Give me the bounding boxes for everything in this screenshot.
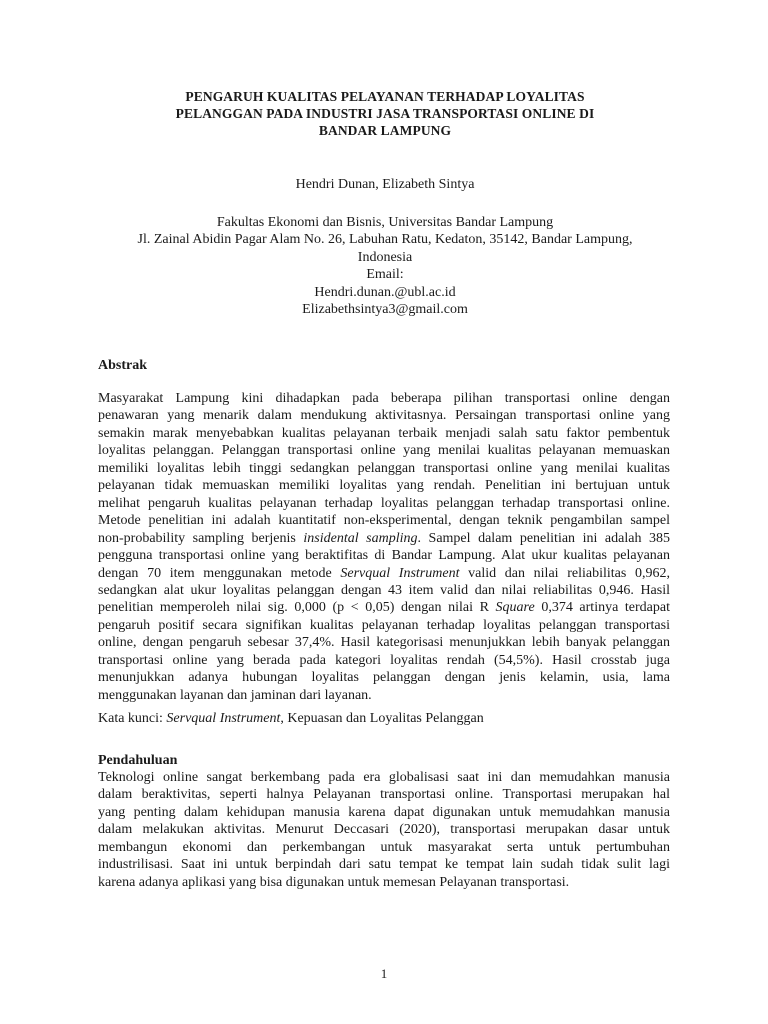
keywords <box>98 710 484 727</box>
abstract-line-text-end: . Sampel dalam penelitian ini adalah 385 <box>417 530 670 546</box>
abstract-line <box>98 425 670 442</box>
abstract-line-text: penawaran yang menarik dalam mendukung aktivitasnya. Persaingan transportasi online yang <box>98 408 670 424</box>
abstract-line <box>98 634 670 651</box>
abstract-line <box>98 599 670 616</box>
abstract-line-italic: Servqual Instrument <box>340 565 460 581</box>
abstract-line-text: melihat pengaruh kualitas pelayanan terhadap loyalitas pelanggan terhadap transportasi online. <box>98 495 670 511</box>
abstract-line <box>98 547 670 564</box>
introduction-line: membangun ekonomi dan perkembangan untuk masyarakat serta untuk pertumbuhan <box>98 839 670 855</box>
abstract-line-text: transportasi online yang berada pada kategori loyalitas rendah (54,5%). Hasil crosstab juga <box>98 652 670 668</box>
abstract-line <box>98 442 670 459</box>
abstract-line <box>98 460 670 477</box>
abstract-body <box>98 390 670 704</box>
authors: Hendri Dunan, Elizabeth Sintya <box>295 177 475 192</box>
abstract-line <box>98 390 670 407</box>
introduction-line: dalam beraktivitas, seperti halnya Pelayanan transportasi online. Transportasi merupakan hal <box>98 787 670 803</box>
abstract-line-text: non-probability sampling berjenis <box>98 530 304 546</box>
introduction-heading: Pendahuluan <box>98 753 178 768</box>
paper-title <box>100 88 670 139</box>
abstract-line-text-end: 0,374 artinya terdapat <box>534 600 670 616</box>
abstract-line <box>98 495 670 512</box>
abstract-line-italic: Square <box>495 600 535 616</box>
abstract-line <box>98 565 670 582</box>
affiliation-country: Indonesia <box>357 249 413 265</box>
abstract-line <box>98 669 670 686</box>
abstract-line <box>98 582 670 599</box>
abstract-line-text: pelayanan tidak memuaskan memiliki loyalitas yang rendah. Penelitian ini bertujuan untuk <box>98 478 670 494</box>
introduction-line: yang penting dalam kehidupan manusia karena dapat digunakan untuk memudahkan manusia <box>98 804 670 820</box>
abstract-line-text: sedangkan alat ukur loyalitas pelanggan dengan 43 item valid dan nilai reliabilitas 0,946. Hasil <box>98 582 670 598</box>
abstract-line <box>98 407 670 424</box>
keywords-rest: , Kepuasan dan Loyalitas Pelanggan <box>280 711 484 726</box>
abstract-line-text: semakin marak menyebabkan kualitas pelayanan terbaik menjadi salah satu faktor pembentuk <box>98 425 670 441</box>
affiliation-block <box>80 214 690 318</box>
abstract-line <box>98 512 670 529</box>
email-address-2: Elizabethsintya3@gmail.com <box>302 302 468 318</box>
abstract-line <box>98 652 670 669</box>
introduction-line: dalam melakukan aktivitas. Menurut Deccasari (2020), transportasi merupakan dasar untuk <box>98 822 670 838</box>
abstract-line-text: Metode penelitian ini adalah kuantitatif non-eksperimental, dengan teknik pengambilan sampel <box>98 513 670 529</box>
introduction-line: Teknologi online sangat berkembang pada era globalisasi saat ini dan memudahkan manusia <box>98 770 670 785</box>
abstract-line-italic: insidental sampling <box>303 530 418 546</box>
introduction-body <box>98 769 670 891</box>
affiliation-faculty: Fakultas Ekonomi dan Bisnis, Universitas Bandar Lampung <box>216 215 554 230</box>
abstract-line-text: menunjukkan adanya hubungan loyalitas pelanggan dengan jenis kelamin, usia, lama <box>98 670 670 686</box>
abstract-line-text-end: valid dan nilai reliabilitas 0,962, <box>459 565 670 581</box>
title-line-2: PELANGGAN PADA INDUSTRI JASA TRANSPORTASI ONLINE DI <box>175 106 595 121</box>
abstract-line-text: dengan 70 item menggunakan metode <box>98 565 341 581</box>
abstract-heading: Abstrak <box>98 358 148 373</box>
abstract-line-text: memiliki loyalitas lebih tinggi sedangkan pelanggan transportasi online yang menilai kualitas <box>98 460 670 476</box>
title-line-1: PENGARUH KUALITAS PELAYANAN TERHADAP LOYALITAS <box>185 89 585 104</box>
title-line-3: BANDAR LAMPUNG <box>318 123 452 138</box>
abstract-line <box>98 477 670 494</box>
keywords-italic: Servqual Instrument <box>166 711 281 726</box>
abstract-line <box>98 617 670 634</box>
affiliation-address: Jl. Zainal Abidin Pagar Alam No. 26, Labuhan Ratu, Kedaton, 35142, Bandar Lampung, <box>137 232 633 248</box>
abstract-line-text: loyalitas pelanggan. Pelanggan transportasi online yang menilai kualitas pelayanan memuaskan <box>98 443 670 459</box>
keywords-label: Kata kunci: <box>98 711 167 726</box>
abstract-line <box>98 530 670 547</box>
abstract-line-text: pengaruh positif secara signifikan kualitas pelayanan terhadap loyalitas pelanggan transportasi <box>98 617 670 633</box>
abstract-line <box>98 687 670 704</box>
introduction-line: industrilisasi. Saat ini untuk berpindah dari satu tempat ke tempat lain sudah tidak sulit lagi <box>98 857 670 873</box>
introduction-line: karena adanya aplikasi yang bisa digunakan untuk memesan Pelayanan transportasi. <box>98 874 570 890</box>
abstract-line-text: penelitian memperoleh nilai sig. 0,000 (p < 0,05) dengan nilai R <box>98 600 496 616</box>
abstract-line-text: online, dengan pengaruh sebesar 37,4%. Hasil kategorisasi menunjukkan lebih banyak pelanggan <box>98 635 670 651</box>
page-number: 1 <box>380 966 388 981</box>
abstract-line-text: menggunakan layanan dan jaminan dari layanan. <box>98 687 372 703</box>
email-address-1: Hendri.dunan.@ubl.ac.id <box>314 284 456 300</box>
abstract-line-text: pengguna transportasi online yang beraktifitas di Bandar Lampung. Alat ukur kualitas pelayanan <box>98 548 670 564</box>
email-label: Email: <box>366 267 404 283</box>
abstract-line-text: Masyarakat Lampung kini dihadapkan pada beberapa pilihan transportasi online dengan <box>98 391 670 406</box>
